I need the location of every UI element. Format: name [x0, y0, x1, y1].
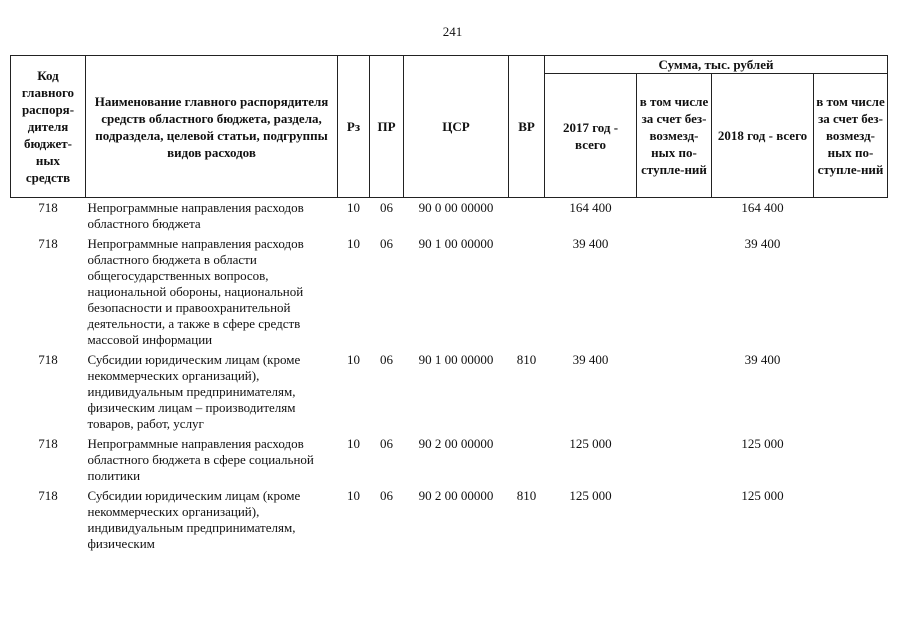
page-number: 241 [442, 24, 463, 39]
cell-name: Субсидии юридическим лицам (кроме некоммерческих организаций), индивидуальным предпринимателям, физическим [87, 488, 301, 551]
cell-rz: 10 [347, 200, 360, 215]
cell-2018-free [814, 484, 888, 552]
cell-rz: 10 [347, 488, 360, 503]
cell-2017-total: 39 400 [572, 352, 609, 367]
cell-rz: 10 [347, 236, 360, 251]
header-name: Наименование главного распорядителя средств областного бюджета, раздела, подраздела, целевой статьи, подгруппы видов расходов [86, 56, 338, 198]
cell-code: 718 [38, 200, 58, 215]
table-row [11, 232, 888, 348]
cell-code: 718 [38, 236, 58, 251]
cell-2018-total: 39 400 [744, 352, 781, 367]
cell-2017-free [637, 348, 712, 432]
header-vr: ВР [509, 56, 545, 198]
cell-pr: 06 [380, 436, 393, 451]
cell-vr [509, 198, 545, 233]
cell-code: 718 [38, 436, 58, 451]
cell-2018-free [814, 198, 888, 233]
cell-pr: 06 [380, 488, 393, 503]
cell-csr: 90 2 00 00000 [418, 488, 494, 503]
cell-rz: 10 [347, 436, 360, 451]
cell-2018-total: 164 400 [741, 200, 784, 215]
cell-pr: 06 [380, 236, 393, 251]
cell-code: 718 [38, 352, 58, 367]
cell-2018-total: 125 000 [741, 488, 784, 503]
cell-2017-free [637, 198, 712, 233]
cell-csr: 90 1 00 00000 [418, 236, 494, 251]
cell-2017-total: 125 000 [569, 488, 612, 503]
header-2018-total: 2018 год - всего [712, 74, 814, 198]
header-sum-group: Сумма, тыс. рублей [545, 56, 888, 74]
header-2017-free: в том числе за счет без-возмезд-ных по-ступле-ний [637, 74, 712, 198]
cell-2018-free [814, 348, 888, 432]
cell-2017-total: 164 400 [569, 200, 612, 215]
cell-name: Непрограммные направления расходов областного бюджета в области общегосударственных вопросов, национальной обороны, национальной безопасности и правоохранительной деятельности, а также в сфере средств массовой информации [87, 236, 304, 347]
cell-2018-free [814, 432, 888, 484]
cell-code: 718 [38, 488, 58, 503]
cell-vr: 810 [516, 352, 537, 367]
cell-name: Непрограммные направления расходов областного бюджета в сфере социальной политики [87, 436, 314, 483]
cell-rz: 10 [347, 352, 360, 367]
cell-vr [509, 232, 545, 348]
table-row [11, 198, 888, 233]
cell-2018-free [814, 232, 888, 348]
cell-csr: 90 0 00 00000 [418, 200, 494, 215]
cell-2017-free [637, 432, 712, 484]
header-pr: ПР [370, 56, 404, 198]
header-2017-total: 2017 год - всего [545, 74, 637, 198]
table-row [11, 484, 888, 552]
cell-csr: 90 2 00 00000 [418, 436, 494, 451]
cell-2017-total: 39 400 [572, 236, 609, 251]
cell-pr: 06 [380, 200, 393, 215]
cell-name: Непрограммные направления расходов областного бюджета [87, 200, 304, 231]
cell-csr: 90 1 00 00000 [418, 352, 494, 367]
cell-vr [509, 432, 545, 484]
cell-2018-total: 125 000 [741, 436, 784, 451]
cell-name: Субсидии юридическим лицам (кроме некоммерческих организаций), индивидуальным предпринимателям, физическим лицам – производителям товаров, работ, услуг [87, 352, 301, 431]
table-row [11, 432, 888, 484]
cell-2018-total: 39 400 [744, 236, 781, 251]
header-csr: ЦСР [404, 56, 509, 198]
header-code: Код главного распоря-дителя бюджет-ных средств [11, 56, 86, 198]
header-rz: Рз [338, 56, 370, 198]
table-row [11, 348, 888, 432]
cell-pr: 06 [380, 352, 393, 367]
cell-2017-free [637, 232, 712, 348]
cell-vr: 810 [516, 488, 537, 503]
cell-2017-free [637, 484, 712, 552]
header-2018-free: в том числе за счет без-возмезд-ных по-ступле-ний [814, 74, 888, 198]
cell-2017-total: 125 000 [569, 436, 612, 451]
budget-table [10, 55, 888, 552]
